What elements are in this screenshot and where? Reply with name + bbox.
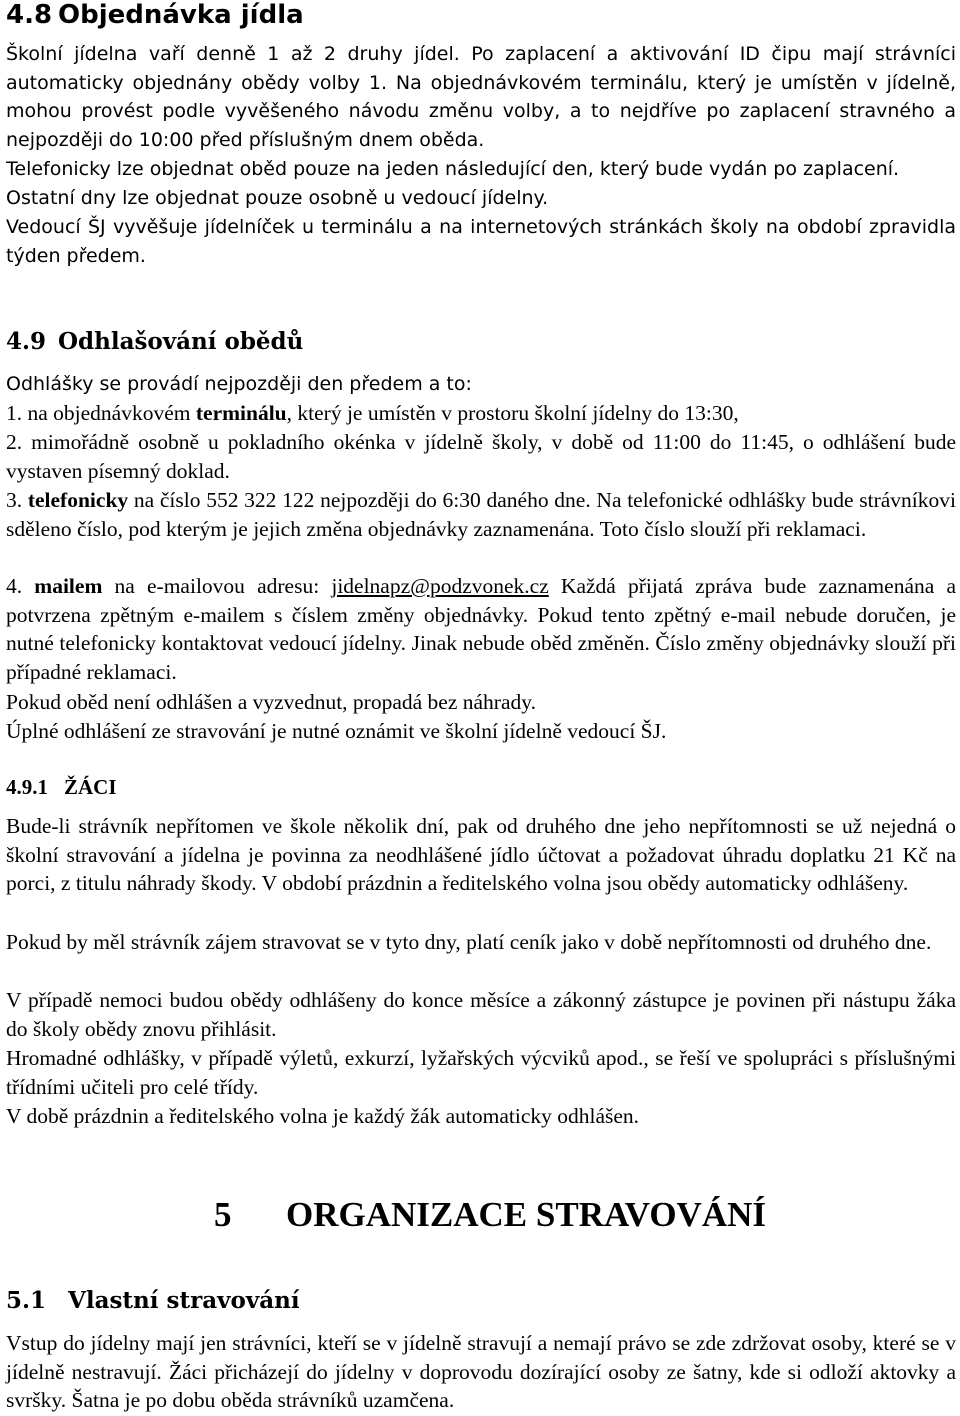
item-text: 3. <box>6 488 28 512</box>
paragraph-order-intro: Školní jídelna vaří denně 1 až 2 druhy jídel. Po zaplacení a aktivování ID čipu mají strávníci automaticky objednány obědy volby 1. Na objednávkovém terminálu, který je umístěn v jídelně, mohou provést podle vyvěšeného návodu změnu volby, a to nejdříve po zaplacení stravného a nejpozději do 10:00 před příslušným dnem oběda. <box>6 43 956 151</box>
paragraph-group-cancel: Hromadné odhlášky, v případě výletů, exkurzí, lyžařských výcviků apod., se řeší ve spolupráci s příslušnými třídními učiteli pro celé třídy. <box>6 1046 956 1099</box>
section-title: ŽÁCI <box>64 775 117 799</box>
item-text: na e-mailovou adresu: <box>102 574 332 598</box>
list-item-terminal <box>6 399 956 428</box>
item-text: , který je umístěn v prostoru školní jídelny do 13:30, <box>286 401 739 425</box>
item-text: na číslo 552 322 122 nejpozději do 6:30 daného dne. Na telefonické odhlášky bude strávníkovi sděleno číslo, pod kterým je jejich změna objednávky zaznamenána. Toto číslo slouží při reklamaci. <box>6 488 956 541</box>
paragraph-full-cancellation: Úplné odhlášení ze stravování je nutné oznámit ve školní jídelně vedoucí ŠJ. <box>6 719 667 743</box>
item-bold: terminálu <box>195 401 287 425</box>
paragraph-canteen-access: Vstup do jídelny mají jen strávníci, kteří se v jídelně stravují a nemají právo se zde zdržovat osoby, které se v jídelně nestravují. Žáci přicházejí do jídelny v doprovodu dozírající osoby ze šatny, kde si odloží aktovky a svršky. Šatna je po dobu oběda strávníků uzamčena. <box>6 1331 956 1413</box>
paragraph-holiday-meals: Pokud by měl strávník zájem stravovat se v tyto dny, platí ceník jako v době nepřítomnosti od druhého dne. <box>6 930 932 954</box>
paragraph-absence: Bude-li strávník nepřítomen ve škole několik dní, pak od druhého dne jeho nepřítomnosti se už nejedná o školní stravování a jídelna je povinna za neodhlášené jídlo účtovat a požadovat úhradu doplatku 21 Kč na porci, z titulu náhrady škody. V období prázdnin a ředitelského volna jsou obědy automaticky odhlášeny. <box>6 814 956 896</box>
paragraph-phone-order: Telefonicky lze objednat oběd pouze na jeden následující den, který bude vydán po zaplacení. <box>6 158 900 180</box>
section-number: 5.1 <box>6 1287 47 1314</box>
item-bold: mailem <box>34 574 103 598</box>
section-title: Odhlašování obědů <box>58 328 304 355</box>
list-item-phone <box>6 486 956 543</box>
list-item-email <box>6 572 956 686</box>
paragraph-cancel-intro: Odhlášky se provádí nejpozději den předem a to: <box>6 373 472 395</box>
item-text: Každá přijatá zpráva bude zaznamenána a potvrzena zpětným e-mailem s číslem změny objednávky. Pokud tento zpětný e-mail nebude doručen, je nutné telefonicky kontaktovat vedoucí jídelny. Jinak nebude oběd změněn. Číslo změny objednávky slouží při případné reklamaci. <box>6 574 956 684</box>
section-number: 4.8 <box>6 0 53 30</box>
section-title: Objednávka jídla <box>58 0 304 30</box>
email-link[interactable]: jidelnapz@podzvonek.cz <box>331 574 549 598</box>
paragraph-other-days: Ostatní dny lze objednat pouze osobně u vedoucí jídelny. <box>6 187 549 209</box>
paragraph-not-cancelled: Pokud oběd není odhlášen a vyzvednut, propadá bez náhrady. <box>6 690 536 714</box>
item-text: 4. <box>6 574 35 598</box>
chapter-title: ORGANIZACE STRAVOVÁNÍ <box>286 1195 766 1234</box>
section-title: Vlastní stravování <box>68 1287 300 1314</box>
item-bold: telefonicky <box>27 488 129 512</box>
section-number: 4.9 <box>6 328 47 355</box>
chapter-number: 5 <box>214 1195 232 1234</box>
paragraph-holiday-auto: V době prázdnin a ředitelského volna je každý žák automaticky odhlášen. <box>6 1104 640 1128</box>
list-item-in-person: 2. mimořádně osobně u pokladního okénka v jídelně školy, v době od 11:00 do 11:45, o odhlášení bude vystaven písemný doklad. <box>6 430 956 483</box>
item-text: 1. na objednávkovém <box>6 401 196 425</box>
section-heading-4-9-1 <box>6 773 117 801</box>
section-heading-4-8 <box>6 0 304 30</box>
section-heading-4-9 <box>6 327 303 357</box>
section-heading-5-1 <box>6 1286 300 1316</box>
paragraph-menu-posting: Vedoucí ŠJ vyvěšuje jídelníček u terminálu a na internetových stránkách školy na období zpravidla týden předem. <box>6 216 956 267</box>
chapter-heading-5 <box>214 1195 766 1235</box>
section-number: 4.9.1 <box>6 775 48 799</box>
paragraph-illness: V případě nemoci budou obědy odhlášeny do konce měsíce a zákonný zástupce je povinen při nástupu žáka do školy obědy znovu přihlásit. <box>6 988 956 1041</box>
